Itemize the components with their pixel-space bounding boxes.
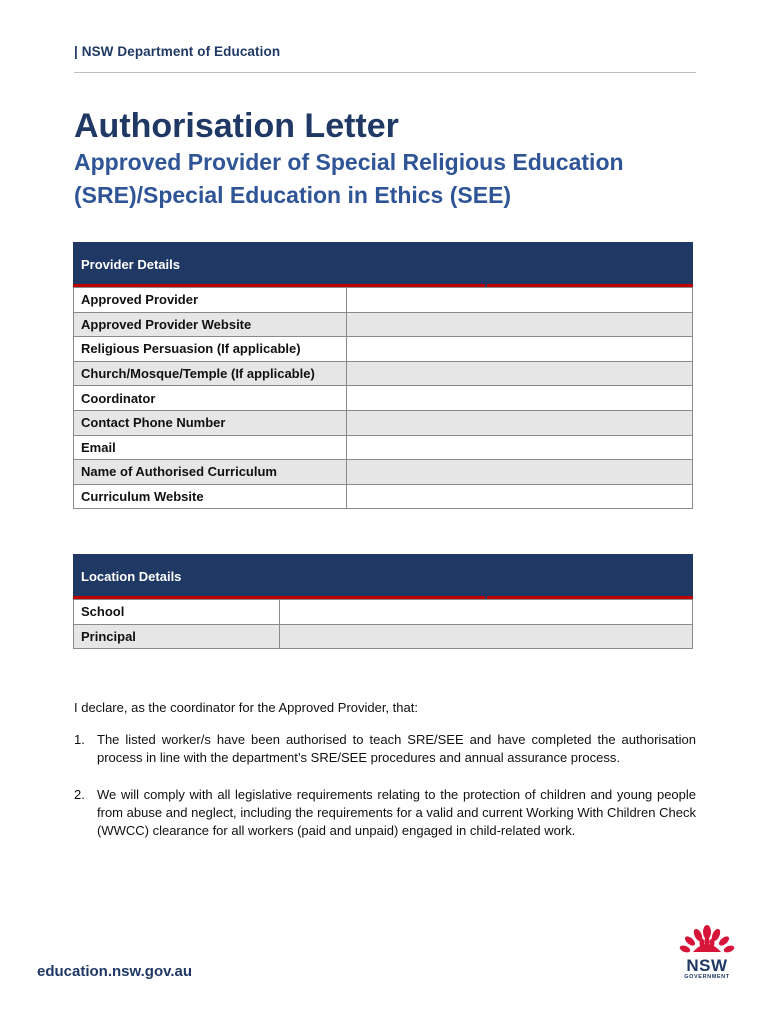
table-row [74,600,693,625]
table-row [74,624,693,649]
row-label: Approved Provider [74,288,347,313]
table-row [74,410,693,435]
list-item [74,786,696,840]
contact-phone-field[interactable] [347,410,693,435]
provider-heading-rule [73,284,693,287]
table-row [74,337,693,362]
email-field[interactable] [347,435,693,460]
declaration-list [74,731,696,840]
subtitle-line-1: Approved Provider of Special Religious Education [74,149,624,175]
location-details-table [73,599,693,649]
list-number: 2. [74,787,85,802]
row-label: Coordinator [74,386,347,411]
location-details-heading: Location Details [73,554,693,596]
table-row [74,288,693,313]
row-label: Contact Phone Number [74,410,347,435]
coordinator-field[interactable] [347,386,693,411]
principal-field[interactable] [280,624,693,649]
curriculum-name-field[interactable] [347,460,693,485]
row-label: Name of Authorised Curriculum [74,460,347,485]
department-header: | NSW Department of Education [74,44,281,59]
location-heading-rule [73,596,693,599]
row-label: Email [74,435,347,460]
page-subtitle [74,146,714,212]
provider-website-field[interactable] [347,312,693,337]
place-of-worship-field[interactable] [347,361,693,386]
row-label: Approved Provider Website [74,312,347,337]
list-text: The listed worker/s have been authorised to teach SRE/SEE and have completed the authorisation process in line with the department’s SRE/SEE procedures and annual assurance process. [97,732,696,765]
table-row [74,460,693,485]
declaration-intro: I declare, as the coordinator for the Approved Provider, that: [74,700,418,715]
curriculum-website-field[interactable] [347,484,693,509]
waratah-flower-icon [675,924,739,958]
list-text: We will comply with all legislative requirements relating to the protection of children and young people from abuse and neglect, including the requirements for a valid and current Working With Children Check (WWCC) clearance for all workers (paid and unpaid) engaged in child-related work. [97,787,696,838]
logo-wordmark: NSW [686,956,728,975]
table-row [74,435,693,460]
logo-subtext: GOVERNMENT [684,974,730,980]
table-row [74,386,693,411]
row-label: School [74,600,280,625]
row-label: Church/Mosque/Temple (If applicable) [74,361,347,386]
list-number: 1. [74,732,85,747]
approved-provider-field[interactable] [347,288,693,313]
row-label: Curriculum Website [74,484,347,509]
table-row [74,361,693,386]
list-item [74,731,696,767]
school-field[interactable] [280,600,693,625]
table-row [74,312,693,337]
row-label: Religious Persuasion (If applicable) [74,337,347,362]
provider-details-table [73,287,693,509]
header-divider [74,72,696,73]
religious-persuasion-field[interactable] [347,337,693,362]
subtitle-line-2: (SRE)/Special Education in Ethics (SEE) [74,182,512,208]
nsw-government-logo [675,924,739,984]
provider-details-heading: Provider Details [73,242,693,284]
table-row [74,484,693,509]
row-label: Principal [74,624,280,649]
provider-details-section [73,242,693,509]
location-details-section [73,554,693,649]
footer-url-link[interactable]: education.nsw.gov.au [37,963,193,980]
page-title: Authorisation Letter [74,107,399,145]
